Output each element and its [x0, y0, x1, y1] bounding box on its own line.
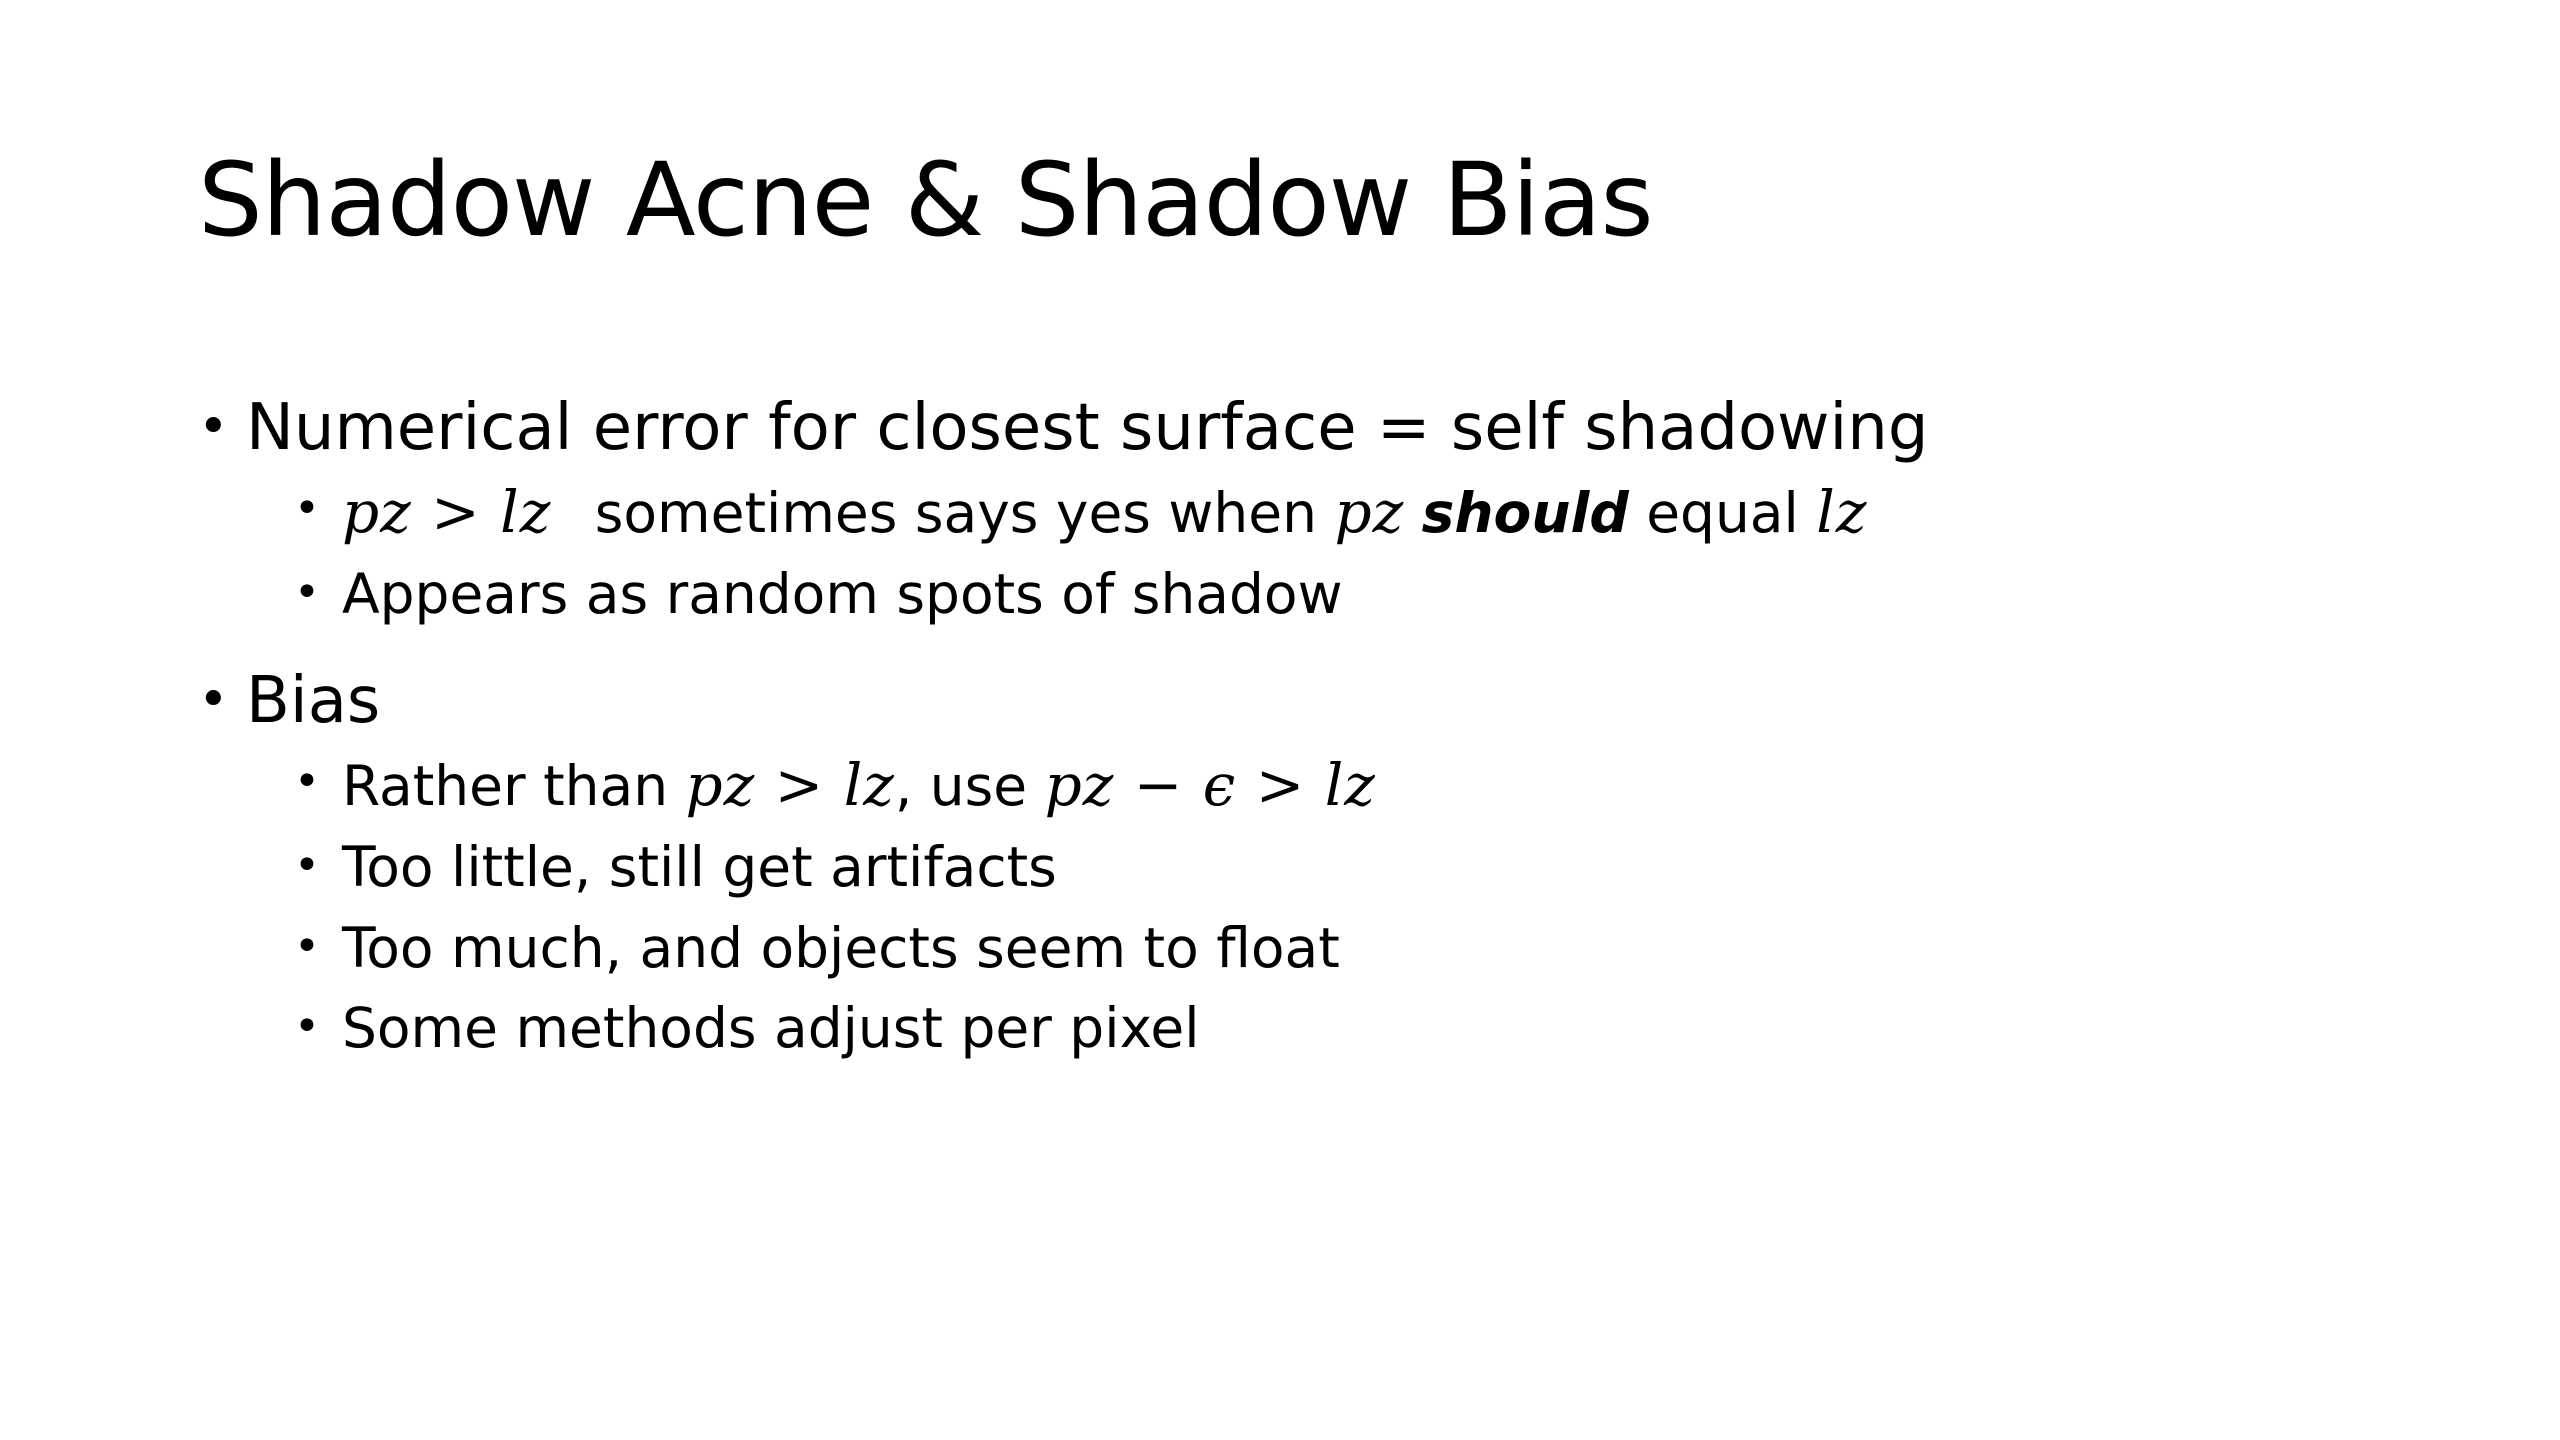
bullet-list [198, 390, 2398, 1065]
slide-title: Shadow Acne & Shadow Bias [198, 141, 1653, 260]
math-expression: pz − ϵ > lz [1044, 751, 1376, 820]
sub-bullet-too-little [294, 830, 2398, 904]
bullet-icon: • [294, 567, 320, 619]
math-expression: pz > lz [342, 477, 552, 546]
bullet-item-bias [198, 663, 2398, 740]
sub-bullet-comparison [294, 473, 2398, 551]
sub-bullet-text: Some methods adjust per pixel [342, 995, 1200, 1060]
bullet-icon: • [294, 482, 320, 534]
sub-bullet-text: sometimes says yes when [594, 480, 1317, 545]
sub-bullet-text: , use [894, 754, 1028, 819]
math-expression: pz > lz [685, 751, 895, 820]
bullet-icon: • [198, 670, 229, 731]
sub-bullet-random-spots [294, 557, 2398, 631]
bullet-icon: • [294, 920, 320, 972]
bullet-text: Numerical error for closest surface = self shadowing [246, 391, 1929, 465]
sub-bullet-too-much [294, 911, 2398, 985]
sub-bullet-rather-than [294, 746, 2398, 824]
sub-bullet-per-pixel [294, 991, 2398, 1065]
sub-bullet-text: Rather than [342, 754, 669, 819]
math-expression: lz [1816, 477, 1868, 546]
bullet-icon: • [294, 1000, 320, 1052]
sub-bullet-text: Too little, still get artifacts [342, 835, 1057, 900]
emphasis-text: should [1421, 480, 1629, 545]
bullet-icon: • [294, 840, 320, 892]
bullet-text: Bias [246, 664, 381, 739]
bullet-item-numerical-error [198, 390, 2398, 467]
bullet-icon: • [294, 756, 320, 808]
bullet-icon: • [198, 397, 229, 457]
math-expression: pz [1334, 477, 1405, 546]
sub-bullet-text: Too much, and objects seem to float [342, 915, 1340, 980]
sub-bullet-text: Appears as random spots of shadow [342, 562, 1343, 627]
sub-bullet-text: equal [1646, 480, 1799, 545]
